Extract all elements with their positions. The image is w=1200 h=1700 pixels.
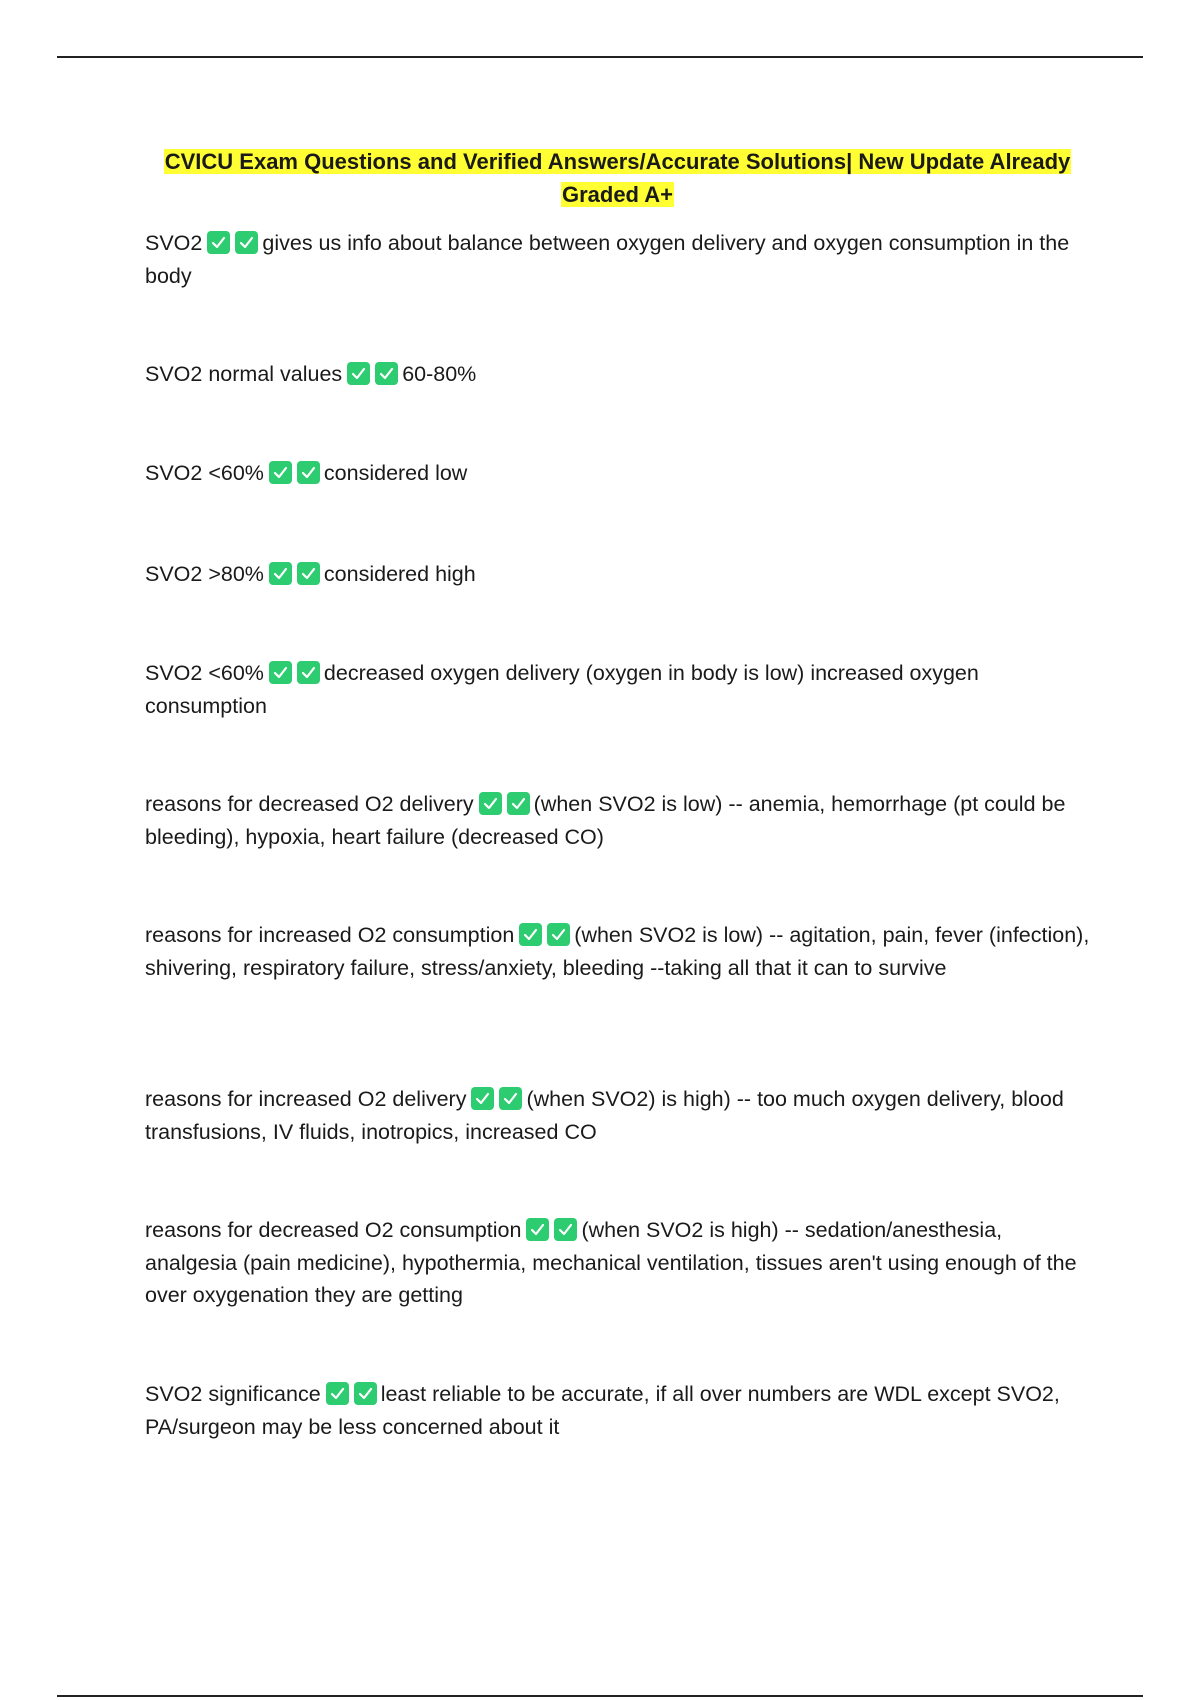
qa-term: reasons for decreased O2 consumption [145, 1218, 522, 1242]
qa-answer: considered high [323, 562, 476, 586]
check-box-icon [269, 661, 292, 684]
qa-term: SVO2 >80% [145, 562, 264, 586]
check-box-icon [326, 1382, 349, 1405]
qa-term: SVO2 <60% [145, 661, 264, 685]
qa-item [145, 1378, 1090, 1443]
qa-term: SVO2 [145, 231, 203, 255]
check-box-icon [471, 1087, 494, 1110]
qa-item [145, 657, 1090, 722]
qa-answer: (when SVO2 is high) -- sedation/anesthesia, analgesia (pain medicine), hypothermia, mechanical ventilation, tissues aren't using enough of the over oxygenation they are getting [145, 1218, 1077, 1307]
qa-answer: gives us info about balance between oxygen delivery and oxygen consumption in the body [145, 231, 1070, 288]
qa-answer: (when SVO2 is low) -- anemia, hemorrhage (pt could be bleeding), hypoxia, heart failure (decreased CO) [145, 792, 1066, 849]
qa-item [145, 1214, 1090, 1312]
check-box-icon [547, 923, 570, 946]
qa-item [145, 788, 1090, 853]
check-box-icon [297, 661, 320, 684]
check-box-icon [507, 792, 530, 815]
qa-term: SVO2 <60% [145, 461, 264, 485]
qa-item [145, 457, 1090, 490]
qa-item [145, 919, 1090, 984]
qa-answer: 60-80% [402, 362, 477, 386]
qa-item [145, 558, 1090, 591]
check-box-icon [269, 461, 292, 484]
qa-answer: considered low [323, 461, 468, 485]
qa-item [145, 1083, 1090, 1148]
check-box-icon [554, 1218, 577, 1241]
check-box-icon [375, 362, 398, 385]
check-box-icon [297, 562, 320, 585]
check-box-icon [479, 792, 502, 815]
check-box-icon [519, 923, 542, 946]
qa-term: reasons for increased O2 consumption [145, 923, 515, 947]
document-title-text: CVICU Exam Questions and Verified Answers/Accurate Solutions| New Update Already Graded A+ [164, 149, 1071, 207]
document-title [145, 145, 1090, 211]
qa-answer: (when SVO2 is low) -- agitation, pain, fever (infection), shivering, respiratory failure, stress/anxiety, bleeding --taking all that it can to survive [145, 923, 1090, 980]
qa-term: reasons for decreased O2 delivery [145, 792, 474, 816]
header-rule [57, 56, 1143, 58]
check-box-icon [235, 231, 258, 254]
qa-answer: (when SVO2) is high) -- too much oxygen delivery, blood transfusions, IV fluids, inotropics, increased CO [145, 1087, 1064, 1144]
check-box-icon [354, 1382, 377, 1405]
qa-term: SVO2 significance [145, 1382, 321, 1406]
qa-item [145, 227, 1090, 292]
qa-answer: least reliable to be accurate, if all over numbers are WDL except SVO2, PA/surgeon may be less concerned about it [145, 1382, 1060, 1439]
qa-answer: decreased oxygen delivery (oxygen in body is low) increased oxygen consumption [145, 661, 979, 718]
check-box-icon [526, 1218, 549, 1241]
check-box-icon [347, 362, 370, 385]
qa-term: reasons for increased O2 delivery [145, 1087, 467, 1111]
qa-term: SVO2 normal values [145, 362, 343, 386]
check-box-icon [297, 461, 320, 484]
check-box-icon [499, 1087, 522, 1110]
footer-rule [57, 1695, 1143, 1697]
check-box-icon [207, 231, 230, 254]
check-box-icon [269, 562, 292, 585]
qa-item [145, 358, 1090, 391]
